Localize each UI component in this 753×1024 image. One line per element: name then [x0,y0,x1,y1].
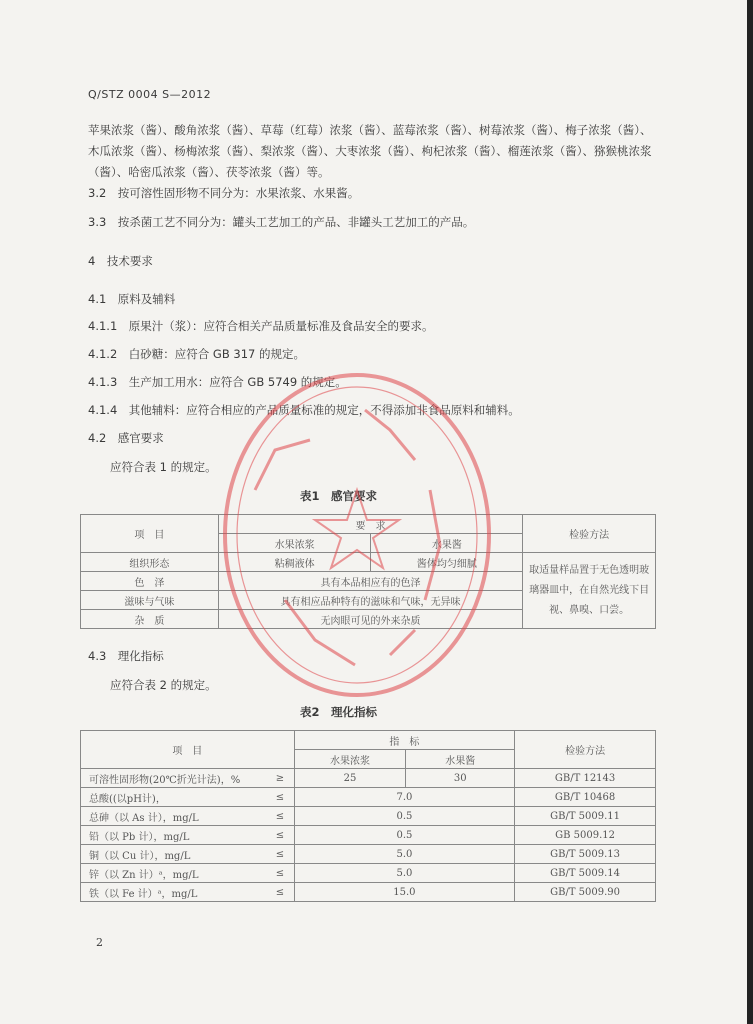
t2-row-merged: 5.0 [294,864,515,883]
t1-row-merged: 具有相应品种特有的滋味和气味，无异味 [218,591,522,610]
t2-row-op: ≤ [266,826,294,845]
standard-number: Q/STZ 0004 S—2012 [88,88,212,101]
page-edge [747,0,753,1024]
t1-method: 取适量样品置于无色透明玻璃器皿中，在自然光线下目视、鼻嗅、口尝。 [523,553,656,629]
section-4-1-1: 4.1.1 原果汁（浆）：应符合相关产品质量标准及食品安全的要求。 [88,319,434,333]
t1-row-merged: 具有本品相应有的色泽 [218,572,522,591]
t2-row-merged: 15.0 [294,883,515,902]
t2-row-op: ≤ [266,788,294,807]
t1-head-req: 要 求 [218,515,522,534]
t1-head-method: 检验方法 [523,515,656,553]
table-row [81,826,656,845]
t2-row-method: GB/T 5009.14 [515,864,656,883]
t2-row-method: GB/T 5009.13 [515,845,656,864]
physicochemical-table [80,730,656,902]
t1-row-item: 杂 质 [81,610,219,629]
section-4-3-text: 应符合表 2 的规定。 [110,678,217,692]
t2-row-method: GB/T 5009.90 [515,883,656,902]
table-row [81,845,656,864]
t1-row-item: 色 泽 [81,572,219,591]
t2-row-method: GB/T 10468 [515,788,656,807]
section-4-2: 4.2 感官要求 [88,431,164,445]
t2-row-merged: 0.5 [294,826,515,845]
t2-row-merged: 0.5 [294,807,515,826]
section-4-1-3: 4.1.3 生产加工用水：应符合 GB 5749 的规定。 [88,375,347,389]
table1-caption: 表1 感官要求 [300,489,378,503]
t2-row-item: 总砷（以 As 计），mg/L [81,807,267,826]
t2-row-method: GB/T 12143 [515,769,656,788]
t2-row-op: ≥ [266,769,294,788]
t2-row-item: 铁（以 Fe 计）ᵃ，mg/L [81,883,267,902]
table-row [81,769,656,788]
table-row [81,864,656,883]
t2-row-item: 可溶性固形物(20℃折光计法)，% [81,769,267,788]
t2-row-merged: 5.0 [294,845,515,864]
t1-sub-jam: 水果酱 [371,534,523,553]
table-row [81,883,656,902]
t1-row-item: 滋味与气味 [81,591,219,610]
section-4-1: 4.1 原料及辅料 [88,292,176,306]
t2-row-b: 30 [406,769,515,788]
t1-head-item: 项 目 [81,515,219,553]
t2-row-a: 25 [294,769,406,788]
t2-row-item: 总酸((以pH计)， [81,788,267,807]
section-4-1-2: 4.1.2 白砂糖：应符合 GB 317 的规定。 [88,347,305,361]
t2-row-item: 铅（以 Pb 计），mg/L [81,826,267,845]
section-4-1-4: 4.1.4 其他辅料：应符合相应的产品质量标准的规定，不得添加非食品原料和辅料。 [88,403,520,417]
t2-head-item: 项 目 [81,731,295,769]
t2-row-item: 铜（以 Cu 计），mg/L [81,845,267,864]
t2-sub-concentrate: 水果浓浆 [294,750,406,769]
t2-row-method: GB/T 5009.11 [515,807,656,826]
t2-row-op: ≤ [266,864,294,883]
t2-head-method: 检验方法 [515,731,656,769]
page-number: 2 [96,936,103,949]
table-row [81,788,656,807]
section-3-2: 3.2 按可溶性固形物不同分为：水果浓浆、水果酱。 [88,186,360,200]
sensory-table [80,514,656,629]
t2-row-method: GB 5009.12 [515,826,656,845]
section-4-3: 4.3 理化指标 [88,649,164,663]
t2-row-item: 锌（以 Zn 计）ᵃ，mg/L [81,864,267,883]
section-3-3: 3.3 按杀菌工艺不同分为：罐头工艺加工的产品、非罐头工艺加工的产品。 [88,215,475,229]
section-4-title: 4 技术要求 [88,254,153,268]
t2-sub-jam: 水果酱 [406,750,515,769]
table-row [81,807,656,826]
section-4-2-text: 应符合表 1 的规定。 [110,460,217,474]
t1-row-item: 组织形态 [81,553,219,572]
t1-sub-concentrate: 水果浓浆 [218,534,371,553]
t2-row-op: ≤ [266,883,294,902]
t2-row-op: ≤ [266,845,294,864]
table2-caption: 表2 理化指标 [300,705,378,719]
table-row [81,553,656,572]
t1-row-a: 粘稠液体 [218,553,371,572]
t2-row-merged: 7.0 [294,788,515,807]
t1-row-b: 酱体均匀细腻 [371,553,523,572]
t2-row-op: ≤ [266,807,294,826]
product-list-paragraph: 苹果浓浆（酱）、酸角浓浆（酱）、草莓（红莓）浓浆（酱）、蓝莓浓浆（酱）、树莓浓浆（酱）、梅子浓浆（酱）、木瓜浓浆（酱）、杨梅浓浆（酱）、梨浓浆（酱）、大枣浓浆（酱）、枸杞浓浆（酱）、榴莲浓浆（酱）、猕猴桃浓浆（酱）、哈密瓜浓浆（酱）、茯苓浓浆（酱）等。 [88,123,652,179]
t2-head-idx: 指 标 [294,731,515,750]
t1-row-merged: 无肉眼可见的外来杂质 [218,610,522,629]
